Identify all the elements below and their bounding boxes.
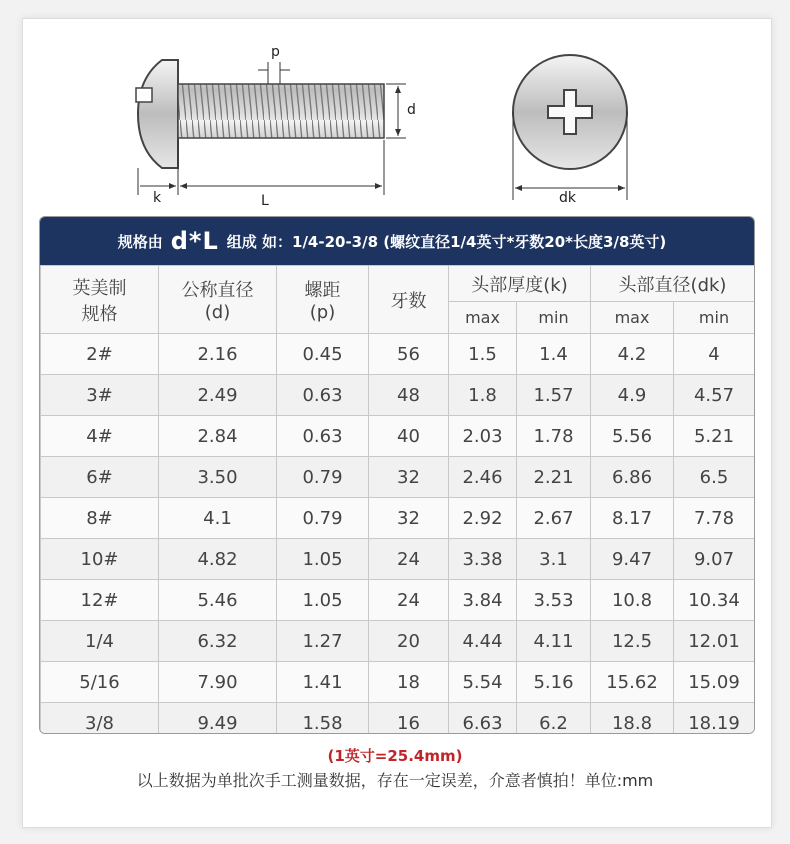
- table-cell: 3.1: [517, 539, 591, 580]
- table-cell: 4.2: [591, 334, 674, 375]
- table-cell: 3/8: [41, 703, 159, 735]
- table-cell: 2#: [41, 334, 159, 375]
- banner-suffix: 组成 如：1/4-20-3/8 (螺纹直径1/4英寸*牙数20*长度3/8英寸): [226, 232, 667, 251]
- table-cell: 24: [369, 539, 449, 580]
- table-cell: 4.82: [159, 539, 277, 580]
- table-cell: 7.90: [159, 662, 277, 703]
- table-cell: 3.53: [517, 580, 591, 621]
- unit-conversion-note: (1英寸=25.4mm): [327, 747, 463, 765]
- table-row: [41, 375, 755, 416]
- table-cell: 2.92: [449, 498, 517, 539]
- table-cell: 0.79: [277, 498, 369, 539]
- table-cell: 0.63: [277, 416, 369, 457]
- table-cell: 7.78: [674, 498, 755, 539]
- table-cell: 8.17: [591, 498, 674, 539]
- table-cell: 9.47: [591, 539, 674, 580]
- table-row: [41, 703, 755, 735]
- table-cell: 2.21: [517, 457, 591, 498]
- table-cell: 5.56: [591, 416, 674, 457]
- screw-diagram: [0, 0, 790, 215]
- spec-table-panel: [39, 216, 755, 734]
- table-cell: 3.38: [449, 539, 517, 580]
- table-cell: 6.32: [159, 621, 277, 662]
- table-cell: 5.46: [159, 580, 277, 621]
- header-dk-max: max: [591, 302, 674, 334]
- table-row: [41, 334, 755, 375]
- table-cell: 0.79: [277, 457, 369, 498]
- table-cell: 9.49: [159, 703, 277, 735]
- table-row: [41, 539, 755, 580]
- table-cell: 6.2: [517, 703, 591, 735]
- table-cell: 12.01: [674, 621, 755, 662]
- table-cell: 32: [369, 457, 449, 498]
- table-cell: 1.27: [277, 621, 369, 662]
- table-cell: 2.16: [159, 334, 277, 375]
- table-row: [41, 457, 755, 498]
- header-diameter-line1: 公称直径: [181, 280, 254, 301]
- table-cell: 3#: [41, 375, 159, 416]
- table-cell: 40: [369, 416, 449, 457]
- table-cell: 5/16: [41, 662, 159, 703]
- screw-side-view: [136, 60, 406, 195]
- table-cell: 4.11: [517, 621, 591, 662]
- diameter-label: d: [407, 102, 416, 118]
- table-cell: 32: [369, 498, 449, 539]
- banner-prefix: 规格由: [117, 232, 163, 251]
- table-cell: 48: [369, 375, 449, 416]
- table-cell: 10.8: [591, 580, 674, 621]
- header-spec-line2: 规格: [81, 303, 118, 325]
- header-pitch-line2: (p): [309, 302, 336, 323]
- table-cell: 56: [369, 334, 449, 375]
- table-cell: 6.5: [674, 457, 755, 498]
- table-cell: 1.58: [277, 703, 369, 735]
- table-cell: 2.49: [159, 375, 277, 416]
- table-cell: 4.9: [591, 375, 674, 416]
- header-spec-line1: 英美制: [72, 277, 127, 299]
- table-cell: 2.67: [517, 498, 591, 539]
- table-cell: 1.05: [277, 580, 369, 621]
- table-cell: 10.34: [674, 580, 755, 621]
- table-cell: 4: [674, 334, 755, 375]
- table-cell: 18: [369, 662, 449, 703]
- table-cell: 2.46: [449, 457, 517, 498]
- table-cell: 1.8: [449, 375, 517, 416]
- table-cell: 5.54: [449, 662, 517, 703]
- table-row: [41, 580, 755, 621]
- table-cell: 18.19: [674, 703, 755, 735]
- table-row: [41, 662, 755, 703]
- table-cell: 12#: [41, 580, 159, 621]
- table-cell: 20: [369, 621, 449, 662]
- table-cell: 3.84: [449, 580, 517, 621]
- table-cell: 8#: [41, 498, 159, 539]
- table-cell: 5.21: [674, 416, 755, 457]
- header-k-max: max: [449, 302, 517, 334]
- table-cell: 1.4: [517, 334, 591, 375]
- header-pitch: [277, 266, 369, 334]
- header-head-thickness: 头部厚度(k): [449, 266, 591, 302]
- table-cell: 4#: [41, 416, 159, 457]
- spec-table: [40, 265, 755, 734]
- banner-formula: d*L: [170, 227, 219, 255]
- screw-head-view: [513, 55, 627, 200]
- table-cell: 1.05: [277, 539, 369, 580]
- table-cell: 18.8: [591, 703, 674, 735]
- header-head-diameter: 头部直径(dk): [591, 266, 755, 302]
- table-cell: 5.16: [517, 662, 591, 703]
- header-diameter: [159, 266, 277, 334]
- table-cell: 6.63: [449, 703, 517, 735]
- table-cell: 1.5: [449, 334, 517, 375]
- table-row: [41, 498, 755, 539]
- table-cell: 6#: [41, 457, 159, 498]
- header-spec: [41, 266, 159, 334]
- table-cell: 15.62: [591, 662, 674, 703]
- table-cell: 16: [369, 703, 449, 735]
- table-cell: 1.57: [517, 375, 591, 416]
- table-cell: 4.44: [449, 621, 517, 662]
- table-cell: 12.5: [591, 621, 674, 662]
- head-thickness-label: k: [153, 190, 162, 206]
- table-cell: 10#: [41, 539, 159, 580]
- table-row: [41, 621, 755, 662]
- table-cell: 9.07: [674, 539, 755, 580]
- pitch-label: p: [271, 44, 280, 60]
- spec-banner: [40, 217, 754, 265]
- header-pitch-line1: 螺距: [304, 280, 341, 301]
- length-label: L: [261, 193, 269, 209]
- table-cell: 4.57: [674, 375, 755, 416]
- table-cell: 2.03: [449, 416, 517, 457]
- head-diameter-label: dk: [559, 190, 576, 206]
- header-dk-min: min: [674, 302, 755, 334]
- measurement-disclaimer: 以上数据为单批次手工测量数据，存在一定误差，介意者慎拍！单位:mm: [136, 771, 654, 790]
- header-k-min: min: [517, 302, 591, 334]
- table-cell: 6.86: [591, 457, 674, 498]
- table-cell: 1.78: [517, 416, 591, 457]
- table-cell: 24: [369, 580, 449, 621]
- table-cell: 4.1: [159, 498, 277, 539]
- table-cell: 1/4: [41, 621, 159, 662]
- table-cell: 3.50: [159, 457, 277, 498]
- table-cell: 2.84: [159, 416, 277, 457]
- table-cell: 15.09: [674, 662, 755, 703]
- table-cell: 0.45: [277, 334, 369, 375]
- header-diameter-line2: (d): [204, 302, 231, 323]
- table-cell: 0.63: [277, 375, 369, 416]
- table-row: [41, 416, 755, 457]
- table-cell: 1.41: [277, 662, 369, 703]
- header-teeth: 牙数: [369, 266, 449, 334]
